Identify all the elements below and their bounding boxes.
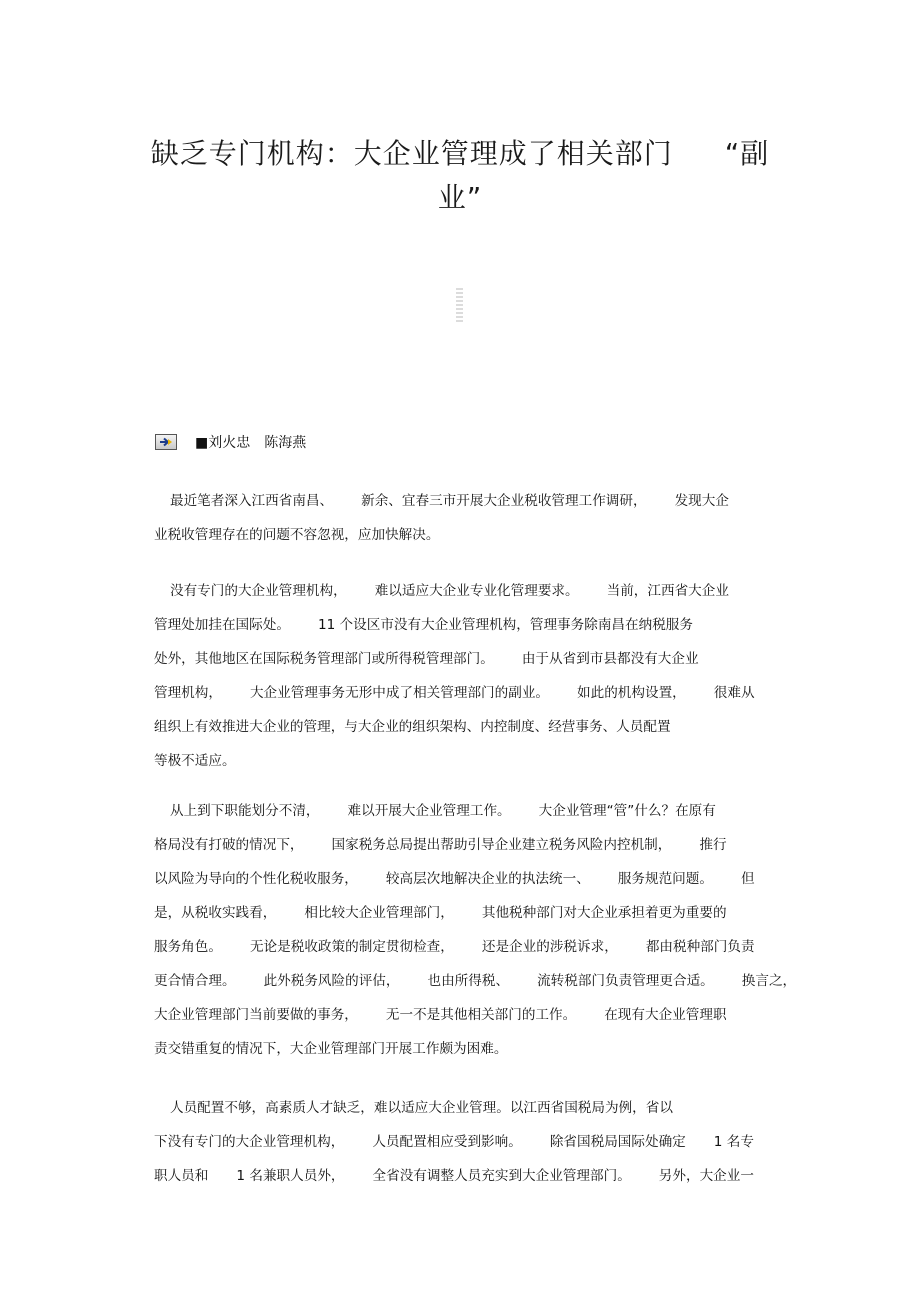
paragraph-line xyxy=(154,1159,766,1193)
paragraph xyxy=(154,574,766,778)
text-segment: 等极不适应。 xyxy=(154,753,236,769)
paragraph xyxy=(154,794,797,1066)
dotted-divider xyxy=(456,288,463,322)
paragraph-line xyxy=(154,744,766,778)
text-segment: 没有专门的大企业管理机构， xyxy=(170,583,347,599)
author-primary: ■刘火忠 xyxy=(195,435,251,451)
text-segment: 最近笔者深入江西省南昌、 xyxy=(170,493,334,509)
text-segment: 11 个设区市没有大企业管理机构，管理事务除南昌在纳税服务 xyxy=(317,617,693,633)
text-segment: 人员配置不够，高素质人才缺乏，难以适应大企业管理。以江西省国税局为例，省以 xyxy=(170,1100,673,1116)
text-segment: 如此的机构设置， xyxy=(577,685,686,701)
arrow-right-icon xyxy=(155,434,177,450)
text-segment: 从上到下职能划分不清， xyxy=(170,803,320,819)
text-segment: 相比较大企业管理部门， xyxy=(304,905,454,921)
author-secondary: 陈海燕 xyxy=(264,435,307,451)
text-segment: 全省没有调整人员充实到大企业管理部门。 xyxy=(372,1168,631,1184)
text-segment: 另外，大企业一 xyxy=(658,1168,754,1184)
text-segment: 大企业管理事务无形中成了相关管理部门的副业。 xyxy=(249,685,550,701)
author-byline xyxy=(155,432,306,452)
paragraph-line xyxy=(154,964,797,998)
text-segment: 国家税务总局提出帮助引导企业建立税务风险内控机制， xyxy=(331,837,672,853)
text-segment: 责交错重复的情况下，大企业管理部门开展工作颇为困难。 xyxy=(154,1041,508,1057)
text-segment: 人员配置相应受到影响。 xyxy=(372,1134,522,1150)
text-segment: 但 xyxy=(740,871,755,887)
text-segment: 是，从税收实践看， xyxy=(154,905,277,921)
text-segment: 处外，其他地区在国际税务管理部门或所得税管理部门。 xyxy=(154,651,494,667)
text-segment: 发现大企 xyxy=(674,493,729,509)
paragraph-line xyxy=(154,484,766,518)
title-line-2: 业” xyxy=(437,181,483,214)
paragraph-line xyxy=(154,574,766,608)
text-segment: 流转税部门负责管理更合适。 xyxy=(537,973,714,989)
text-segment: 职人员和 xyxy=(154,1168,209,1184)
text-segment: 格局没有打破的情况下， xyxy=(154,837,304,853)
text-segment: 其他税种部门对大企业承担着更为重要的 xyxy=(481,905,727,921)
paragraph-line xyxy=(154,794,766,828)
paragraph-line xyxy=(154,518,766,552)
paragraph-line xyxy=(154,676,766,710)
text-segment: 除省国税局国际处确定 xyxy=(549,1134,686,1150)
paragraph-line xyxy=(154,828,766,862)
paragraph-line xyxy=(154,862,766,896)
text-segment: 都由税种部门负责 xyxy=(645,939,755,955)
paragraph-line xyxy=(154,710,766,744)
text-segment: 难以开展大企业管理工作。 xyxy=(347,803,511,819)
text-segment: 难以适应大企业专业化管理要求。 xyxy=(374,583,579,599)
paragraph xyxy=(154,1091,766,1193)
paragraph-line xyxy=(154,608,766,642)
text-segment: 以风险为导向的个性化税收服务， xyxy=(154,871,358,887)
text-segment: 业税收管理存在的问题不容忽视，应加快解决。 xyxy=(154,527,440,543)
paragraph xyxy=(154,484,766,552)
paragraph-line xyxy=(154,896,766,930)
text-segment: 此外税务风险的评估， xyxy=(263,973,400,989)
document-title xyxy=(0,132,920,220)
text-segment: 下没有专门的大企业管理机构， xyxy=(154,1134,345,1150)
title-text-a: 缺乏专门机构：大企业管理成了相关部门 xyxy=(150,137,673,170)
text-segment: 较高层次地解决企业的执法统一、 xyxy=(385,871,590,887)
text-segment: 当前，江西省大企业 xyxy=(606,583,729,599)
text-segment: 1 名兼职人员外， xyxy=(236,1168,345,1184)
text-segment: 组织上有效推进大企业的管理，与大企业的组织架构、内控制度、经营事务、人员配置 xyxy=(154,719,671,735)
text-segment: 大企业管理部门当前要做的事务， xyxy=(154,1007,358,1023)
paragraph-line xyxy=(154,642,766,676)
text-segment: 更合情合理。 xyxy=(154,973,236,989)
paragraph-line xyxy=(154,930,766,964)
text-segment: 很难从 xyxy=(713,685,755,701)
text-segment: 在现有大企业管理职 xyxy=(604,1007,727,1023)
text-segment: 无论是税收政策的制定贯彻检查， xyxy=(249,939,454,955)
text-segment: 还是企业的涉税诉求， xyxy=(481,939,618,955)
text-segment: 大企业管理“管”什么？在原有 xyxy=(538,803,716,819)
text-segment: 服务角色。 xyxy=(154,939,222,955)
title-line-1 xyxy=(0,132,920,176)
text-segment: 新余、宜春三市开展大企业税收管理工作调研， xyxy=(361,493,647,509)
paragraph-line xyxy=(154,1125,766,1159)
text-segment: 服务规范问题。 xyxy=(617,871,713,887)
paragraph-line xyxy=(154,998,766,1032)
paragraph-line xyxy=(154,1091,766,1125)
text-segment: 管理处加挂在国际处。 xyxy=(154,617,290,633)
paragraph-line xyxy=(154,1032,766,1066)
title-text-b: “副 xyxy=(724,137,770,170)
text-segment: 无一不是其他相关部门的工作。 xyxy=(385,1007,577,1023)
text-segment: 由于从省到市县都没有大企业 xyxy=(521,651,699,667)
text-segment: 管理机构， xyxy=(154,685,222,701)
text-segment: 推行 xyxy=(699,837,727,853)
text-segment: 换言之， xyxy=(741,973,797,989)
text-segment: 1 名专 xyxy=(713,1134,754,1150)
text-segment: 也由所得税、 xyxy=(427,973,510,989)
